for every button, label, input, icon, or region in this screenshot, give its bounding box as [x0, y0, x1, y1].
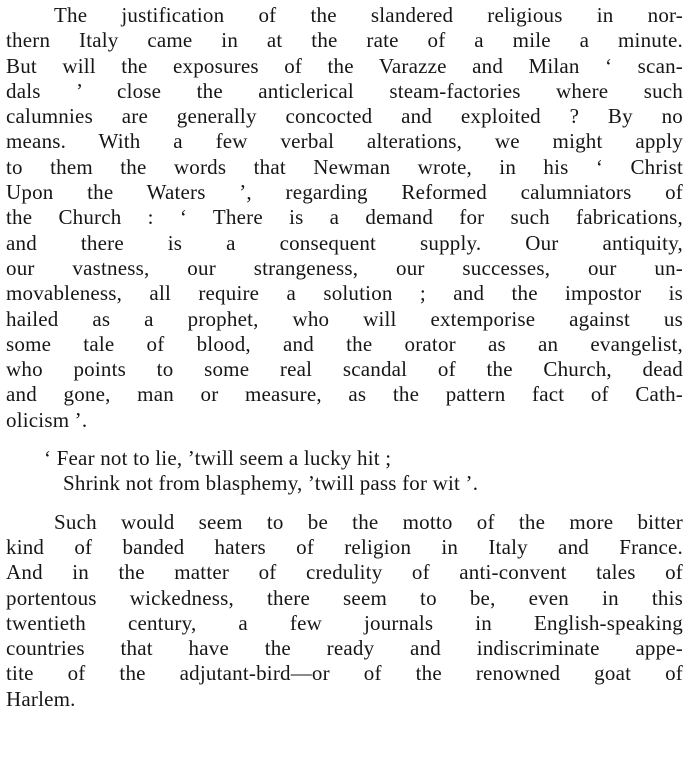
text-line: and there is a consequent supply. Our antiquity, — [6, 230, 683, 255]
verse-quotation — [6, 446, 683, 497]
text-line: olicism ’. — [6, 407, 88, 432]
paragraph-2 — [6, 510, 683, 712]
text-line: kind of banded haters of religion in Italy and France. — [6, 534, 683, 559]
verse-line: ‘ Fear not to lie, ’twill seem a lucky hit ; — [44, 446, 392, 471]
text-line: calumnies are generally concocted and exploited ? By no — [6, 104, 683, 129]
text-line: portentous wickedness, there seem to be, even in this — [6, 585, 683, 610]
text-line: But will the exposures of the Varazze and Milan ‘ scan- — [6, 53, 683, 78]
text-line: who points to some real scandal of the Church, dead — [6, 357, 683, 382]
text-line: the Church : ‘ There is a demand for such fabrications, — [6, 205, 683, 230]
text-line: tite of the adjutant-bird—or of the renowned goat of — [6, 661, 683, 686]
document-page — [6, 3, 683, 712]
verse-line: Shrink not from blasphemy, ’twill pass for wit ’. — [63, 471, 479, 496]
text-line: our vastness, our strangeness, our successes, our un- — [6, 255, 683, 280]
text-line: countries that have the ready and indiscriminate appe- — [6, 636, 683, 661]
text-line: to them the words that Newman wrote, in his ‘ Christ — [6, 154, 683, 179]
text-line: some tale of blood, and the orator as an evangelist, — [6, 331, 683, 356]
text-line: and gone, man or measure, as the pattern fact of Cath- — [6, 382, 683, 407]
paragraph-1 — [6, 3, 683, 433]
text-line: dals ’ close the anticlerical steam-factories where such — [6, 78, 683, 103]
paragraph-spacer — [6, 497, 683, 510]
text-line: movableness, all require a solution ; and the impostor is — [6, 281, 683, 306]
text-line: thern Italy came in at the rate of a mile a minute. — [6, 28, 683, 53]
text-line: And in the matter of credulity of anti-convent tales of — [6, 560, 683, 585]
text-line: twentieth century, a few journals in English-speaking — [6, 610, 683, 635]
text-line: Harlem. — [6, 686, 76, 711]
text-line: Such would seem to be the motto of the more bitter — [54, 509, 683, 534]
text-line: hailed as a prophet, who will extemporise against us — [6, 306, 683, 331]
text-line: The justification of the slandered religious in nor- — [54, 3, 683, 27]
text-line: Upon the Waters ’, regarding Reformed calumniators of — [6, 180, 683, 205]
text-line: means. With a few verbal alterations, we might apply — [6, 129, 683, 154]
paragraph-spacer — [6, 433, 683, 446]
